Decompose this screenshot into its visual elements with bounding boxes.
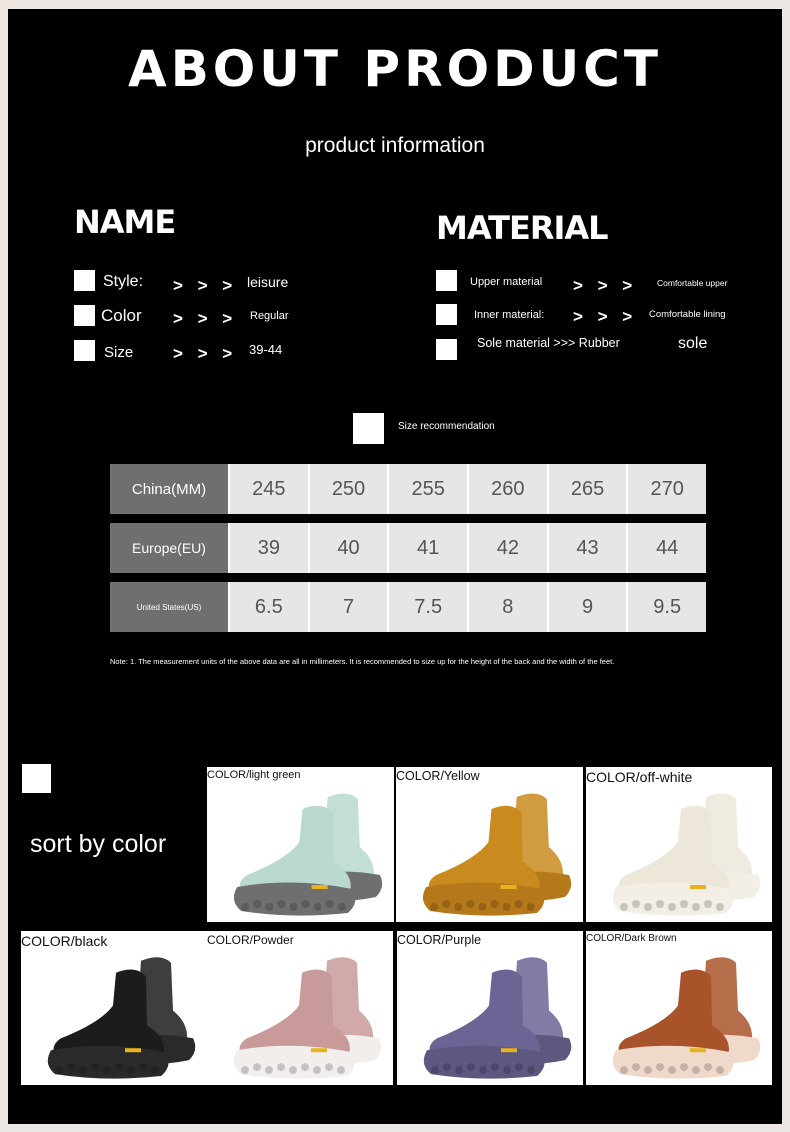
- size-note: Note: 1. The measurement units of the above data are all in millimeters. It is recommended to size up for the height of the back and the width of the feet.: [110, 657, 615, 666]
- shoe-image: [207, 931, 393, 1085]
- name-heading: NAME: [74, 203, 176, 241]
- color-value: Regular: [250, 310, 289, 322]
- color-tile-label: COLOR/Dark Brown: [586, 933, 677, 944]
- size-recommendation-label: Size recommendation: [398, 421, 495, 432]
- size-label: Size: [104, 344, 134, 361]
- checkbox-size: [74, 340, 95, 361]
- size-row-header: United States(US): [110, 582, 228, 632]
- checkbox-upper-material: [436, 270, 457, 291]
- size-cell: 265: [547, 464, 627, 514]
- size-cell: 270: [626, 464, 706, 514]
- size-row-china: [110, 464, 706, 514]
- color-tile-label: COLOR/Purple: [397, 933, 482, 947]
- size-cell: 250: [308, 464, 388, 514]
- size-arrows: > > >: [173, 344, 238, 363]
- upper-material-arrows: > > >: [573, 276, 638, 295]
- color-tile-black[interactable]: [21, 931, 207, 1085]
- size-cell: 260: [467, 464, 547, 514]
- size-row-us: [110, 582, 706, 632]
- sole-material-label: Sole material >>> Rubber: [477, 336, 620, 350]
- size-cell: 43: [547, 523, 627, 573]
- color-tile-purple[interactable]: [397, 931, 583, 1085]
- color-tile-label: COLOR/light green: [207, 769, 301, 781]
- size-cell: 6.5: [228, 582, 308, 632]
- page-subtitle: product information: [305, 134, 485, 157]
- size-cell: 9.5: [626, 582, 706, 632]
- size-cell: 9: [547, 582, 627, 632]
- upper-material-label: Upper material: [470, 276, 543, 288]
- shoe-image: [21, 931, 207, 1085]
- material-heading: MATERIAL: [436, 209, 608, 247]
- upper-material-value: Comfortable upper: [657, 278, 728, 288]
- size-cell: 7: [308, 582, 388, 632]
- color-label: Color: [101, 306, 142, 325]
- color-tile-label: COLOR/Powder: [207, 933, 294, 947]
- sole-material-value: sole: [678, 335, 708, 352]
- color-tile-light-green[interactable]: [207, 767, 394, 922]
- inner-material-label: Inner material:: [474, 309, 545, 321]
- shoe-image: [586, 931, 772, 1085]
- color-tile-dark-brown[interactable]: [586, 931, 772, 1085]
- shoe-image: [397, 931, 583, 1085]
- size-cell: 8: [467, 582, 547, 632]
- color-tile-powder[interactable]: [207, 931, 393, 1085]
- shoe-image: [396, 767, 583, 922]
- size-row-europe: [110, 523, 706, 573]
- inner-material-arrows: > > >: [573, 307, 638, 326]
- size-cell: 42: [467, 523, 547, 573]
- color-tile-label: COLOR/black: [21, 933, 108, 949]
- color-tile-yellow[interactable]: [396, 767, 583, 922]
- style-arrows: > > >: [173, 276, 238, 295]
- checkbox-color: [74, 305, 95, 326]
- color-arrows: > > >: [173, 309, 238, 328]
- checkbox-style: [74, 270, 95, 291]
- shoe-image: [586, 767, 772, 922]
- page-title: ABOUT PRODUCT: [128, 40, 662, 98]
- size-cell: 40: [308, 523, 388, 573]
- checkbox-inner-material: [436, 304, 457, 325]
- size-recommendation-box: [353, 413, 384, 444]
- size-row-header: Europe(EU): [110, 523, 228, 573]
- size-row-header: China(MM): [110, 464, 228, 514]
- size-cell: 39: [228, 523, 308, 573]
- inner-material-value: Comfortable lining: [649, 309, 726, 320]
- color-tile-label: COLOR/Yellow: [396, 769, 480, 783]
- size-cell: 255: [387, 464, 467, 514]
- checkbox-sole-material: [436, 339, 457, 360]
- style-label: Style:: [103, 273, 144, 290]
- shoe-image: [207, 767, 394, 922]
- sort-by-color-label: sort by color: [30, 830, 167, 858]
- style-value: leisure: [247, 274, 289, 290]
- color-tile-off-white[interactable]: [586, 767, 772, 922]
- size-cell: 7.5: [387, 582, 467, 632]
- size-cell: 44: [626, 523, 706, 573]
- color-section-box: [22, 764, 51, 793]
- size-cell: 41: [387, 523, 467, 573]
- size-value: 39-44: [249, 342, 283, 357]
- size-cell: 245: [228, 464, 308, 514]
- color-tile-label: COLOR/off-white: [586, 769, 693, 785]
